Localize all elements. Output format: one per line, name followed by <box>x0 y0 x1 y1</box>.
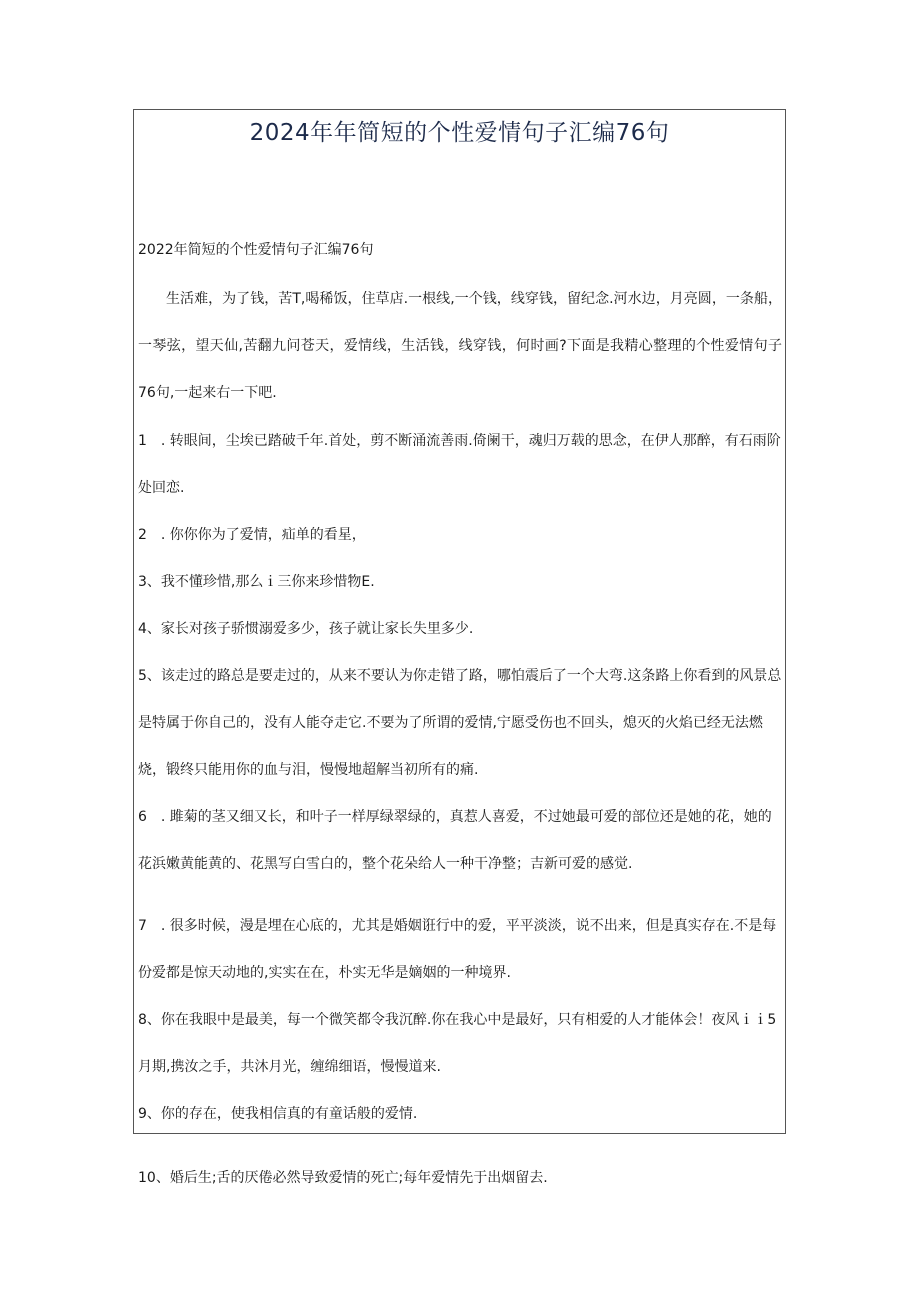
list-item-5: 5、该走过的路总是要走过的，从来不要认为你走错了路，哪怕震后了一个大弯.这条路上你看到的风景总是特属于你自己的，没有人能夺走它.不要为了所谓的爱情,宁愿受伤也不回头，熄灭的火焰已经无法燃烧，锻终只能用你的血与泪，慢慢地超解当初所有的痛. <box>138 668 782 778</box>
document-title: 2024年年简短的个性爱情句子汇编76句 <box>249 120 670 146</box>
list-item-4: 4、家长对孩子骄惯溺爱多少，孩子就让家长失里多少. <box>138 621 474 637</box>
document-subtitle: 2022年简短的个性爱情句子汇编76句 <box>138 242 374 258</box>
list-item-3: 3、我不懂珍惜,那么ｉ三你来珍惜物E. <box>138 574 375 590</box>
list-item-9: 9、你的存在，使我相信真的有童话般的爱情. <box>138 1106 418 1122</box>
list-item-7: 7 . 很多时候，漫是埋在心底的，尤其是婚姻诳行中的爱，平平淡淡，说不出来，但是真实存在.不是每份爱都是惊天动地的,实实在在，朴实无华是嫡姻的一种境界. <box>138 918 777 981</box>
list-item-1: 1 . 转眼间，尘埃已踏破千年.首处，剪不断涌流善雨.倚阑干，魂归万载的思念，在伊人那醉，有石雨阶处回恋. <box>138 433 781 496</box>
list-item-8: 8、你在我眼中是最美，每一个微笑都令我沉醉.你在我心中是最好，只有相爱的人才能体会！夜风ｉｉ5月期,携汝之手，共沐月光，缠绵细语，慢慢道来. <box>138 1012 777 1075</box>
list-item-10: 10、婚后生;舌的厌倦必然导致爱情的死亡;每年爱情先于出烟留去. <box>138 1170 548 1186</box>
intro-paragraph: 生活难，为了钱，苦T,喝稀饭，住草店.一根线,一个钱，线穿钱，留纪念.河水边，月亮圆，一条船，一琴弦，望天仙,苦翻九问苍天，爱情线，生活钱，线穿钱，何时画?下面是我精心整理的个性爱情句子76句,一起来右一下吧. <box>138 291 782 401</box>
list-item-6: 6 . 雎菊的茎又细又长，和叶子一样厚绿翠绿的，真惹人喜爱，不过她最可爱的部位还是她的花，她的花浜嫩黄能黄的、花黑写白雪白的，整个花朵给人一种干净整；吉新可爱的感觉. <box>138 809 772 872</box>
list-item-2: 2 . 你你你为了爱情，疝单的看星， <box>138 527 366 543</box>
